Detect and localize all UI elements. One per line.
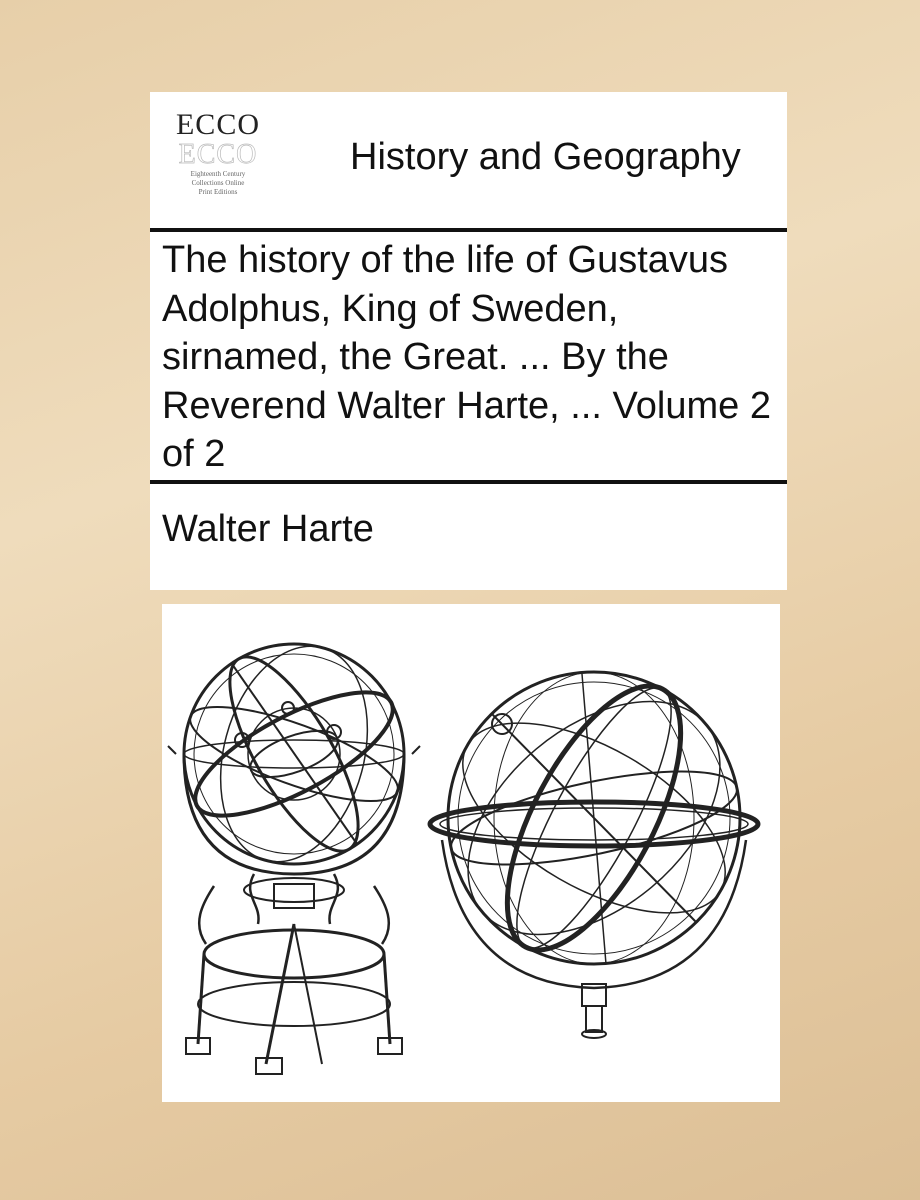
logo-subtitle-line-2: Collections Online: [191, 179, 245, 187]
logo-subtitle-line-1: Eighteenth Century: [190, 170, 246, 178]
armillary-sphere-globe-icon: [424, 655, 763, 1038]
series-label: History and Geography: [350, 136, 741, 178]
cover-illustration: [162, 604, 780, 1102]
logo-subtitle-line-3: Print Editions: [198, 188, 238, 196]
armillary-sphere-on-stand-icon: [168, 630, 420, 1074]
author-name: Walter Harte: [162, 508, 374, 550]
ecco-logo: [170, 108, 266, 212]
book-title: The history of the life of Gustavus Adolphus, King of Sweden, sirnamed, the Great. ... By the Reverend Walter Harte, ... Volume 2 of 2: [162, 239, 771, 475]
logo-mark-reflection: ECCO: [178, 139, 258, 170]
logo-mark: ECCO: [175, 108, 260, 141]
